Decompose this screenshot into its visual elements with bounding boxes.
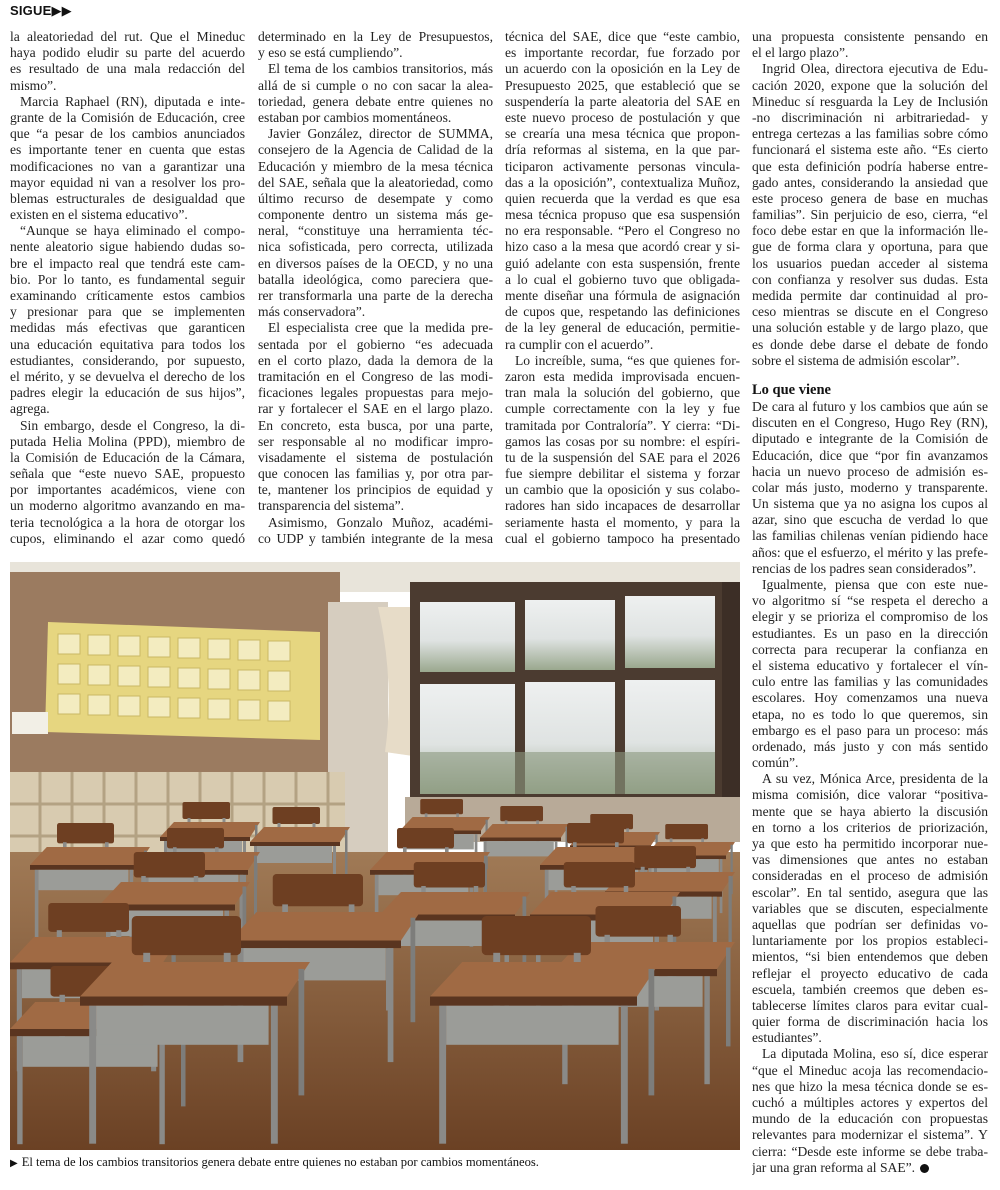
text-line: un acuerdo con la oposición en la Ley de bbox=[505, 61, 740, 77]
text-line: nica sofisticada, pero correcta, utilizada bbox=[258, 239, 493, 255]
text-line: elegir y se prioriza el compromiso de los bbox=[752, 609, 988, 625]
text-line: bre el impacto real que tendrá este cam- bbox=[10, 255, 245, 271]
text-line: Educación, dice que “por fin avanzamos bbox=[752, 447, 988, 463]
text-line: haya podido eludir su parte del acuerdo bbox=[10, 45, 245, 61]
text-line: familias”. Sin perjuicio de eso, cierra, “el bbox=[752, 207, 988, 223]
text-line: se crearía una mesa técnica que propon- bbox=[505, 126, 740, 142]
article-paragraph bbox=[752, 61, 988, 369]
text-line: misma comisión, dice valorar “positiva- bbox=[752, 787, 988, 803]
text-line: el mérito, y se devuelva el derecho de los bbox=[10, 368, 245, 384]
text-line: en el corto plazo, dada la demora de la bbox=[258, 352, 493, 368]
text-line: tramitación en el Congreso de las modi- bbox=[258, 368, 493, 384]
text-line: y eso se está cumpliendo”. bbox=[258, 45, 403, 61]
text-line: La diputada Molina, eso sí, dice esperar bbox=[762, 1046, 988, 1062]
text-line: cuchó a múltiples actores y expertos del bbox=[752, 1095, 988, 1110]
bulletin-board bbox=[12, 622, 320, 740]
text-line: último recurso de desempate y como bbox=[258, 190, 493, 206]
text-line: años: que el esfuerzo, el mérito y las prefe- bbox=[752, 544, 988, 560]
article-paragraph bbox=[10, 418, 245, 548]
caption-marker-icon: ▶ bbox=[10, 1158, 18, 1169]
text-line: Javier González, director de SUMMA, bbox=[268, 126, 493, 142]
article-column-3 bbox=[505, 29, 740, 547]
text-line: una propuesta consistente pensando en bbox=[752, 29, 988, 44]
text-line: “que el Mineduc acoja las recomendacio- bbox=[752, 1062, 988, 1078]
text-line: tramitada por Contraloría”. Y cierra: “Di- bbox=[505, 417, 740, 433]
text-line: consejero de la Agencia de Calidad de la bbox=[258, 142, 493, 158]
section-label: SIGUE bbox=[10, 3, 52, 18]
text-line: -no discriminación ni arbitrariedad- y bbox=[752, 109, 988, 125]
text-line: Igualmente, piensa que con este nue- bbox=[762, 577, 988, 592]
text-line: la aleatoriedad del rut. Que el Mineduc bbox=[10, 29, 245, 44]
end-of-article-bullet-icon bbox=[920, 1164, 929, 1173]
text-line: transparencia del sistema”. bbox=[258, 498, 405, 514]
text-line: Asimismo, Gonzalo Muñoz, académi- bbox=[268, 514, 493, 530]
text-line: común”. bbox=[752, 755, 799, 771]
text-line: estudiantes, considerando, por supuesto, bbox=[10, 352, 245, 368]
text-line: cual el gobierno tampoco ha presentado bbox=[505, 530, 740, 546]
text-line: rencias de los padres sean considerados”. bbox=[752, 560, 977, 576]
text-line: es importante tener en cuenta que estas bbox=[10, 142, 245, 158]
text-line: ya que esto ha permitido incorporar nue- bbox=[752, 836, 988, 851]
text-line: ra cumplir con el acuerdo”. bbox=[505, 336, 654, 352]
article-paragraph bbox=[258, 29, 493, 61]
text-line: funcionará el sistema este año. “Es cierto bbox=[752, 142, 988, 158]
text-line: te, mantener los principios de equidad y bbox=[258, 482, 493, 498]
text-line: modificaciones no van a garantizar una bbox=[10, 158, 245, 174]
article-column-2 bbox=[258, 29, 493, 547]
text-line: en torno a los criterios de priorización, bbox=[752, 819, 988, 835]
text-line: azar, sino que escucha de verdad lo que bbox=[752, 512, 988, 528]
text-line: una educación equitativa para todos los bbox=[10, 336, 245, 352]
text-line: blemas estructurales de desigualdad que bbox=[10, 190, 245, 206]
text-line: grante de la Comisión de Educación, cree bbox=[10, 109, 245, 125]
text-line: padres elegir la educación de sus hijos”, bbox=[10, 385, 245, 401]
text-line: visadamente el sistema de postulación bbox=[258, 449, 493, 465]
section-heading: Lo que viene bbox=[752, 381, 831, 398]
text-line: Mineduc sí resguarda la Ley de Inclusión bbox=[752, 93, 988, 109]
text-line: “Aunque se haya eliminado el compo- bbox=[20, 223, 245, 239]
text-line: vas dimensiones que antes no estaban bbox=[752, 852, 988, 868]
text-line: ficaciones legales propuestas para mejo- bbox=[258, 385, 493, 401]
text-line: entrega certezas a las familias sobre cómo bbox=[752, 126, 988, 142]
text-line: que “a pesar de los cambios anunciados bbox=[10, 126, 245, 142]
article-paragraph bbox=[505, 353, 740, 547]
text-line: determinado en la Ley de Presupuestos, bbox=[258, 29, 493, 44]
article-paragraph bbox=[10, 29, 245, 94]
text-line: discuten en el Congreso, Hugo Rey (RN), bbox=[752, 415, 988, 431]
article-paragraph bbox=[10, 94, 245, 224]
text-line: en diversos países de la OECD, y no una bbox=[258, 255, 493, 271]
article-column-1 bbox=[10, 29, 245, 547]
text-line: Lo increíble, suma, “es que quienes for- bbox=[515, 352, 740, 368]
text-line: no era responsable. “Pero el Congreso no bbox=[505, 223, 740, 239]
text-line: mundo de la educación con propuestas bbox=[752, 1111, 988, 1127]
text-line: a lo cual el gobierno tuvo que obligada- bbox=[505, 271, 740, 287]
text-line: este nuevo proceso de postulación y que bbox=[505, 109, 740, 125]
text-line: tablecerse límites claros para evitar cual- bbox=[752, 997, 988, 1013]
text-line: que esta definición podría haberse entre- bbox=[752, 158, 988, 174]
text-line: hacia un nuevo proceso de admisión es- bbox=[752, 463, 988, 479]
text-line: tran mala la solución del gobierno, que bbox=[505, 385, 740, 401]
article-paragraph bbox=[258, 126, 493, 320]
text-line: Presupuesto 2025, que estableció que se bbox=[505, 77, 740, 93]
text-line: de cupos que, respetando las definiciones bbox=[505, 304, 740, 320]
article-paragraph bbox=[752, 399, 988, 577]
text-line: ceso mientras se discute en el Congreso bbox=[752, 304, 988, 320]
text-line: mientos, “si bien entendemos que deben bbox=[752, 949, 988, 965]
text-line: quien recuerda que la verdad es que esa bbox=[505, 190, 740, 206]
text-line: tu de la suspensión del SAE para el 2026 bbox=[505, 449, 740, 465]
text-line: medida permite dar continuidad al pro- bbox=[752, 288, 988, 303]
text-line: foco debe estar en que la información lle- bbox=[752, 223, 988, 239]
text-line: estudiantes”. bbox=[752, 1030, 822, 1046]
text-line: cierra: “Desde este informe se debe traba- bbox=[752, 1143, 988, 1159]
text-line: cumple correctamente con la ley y fue bbox=[505, 401, 740, 417]
text-line: medidas más efectivas que garanticen bbox=[10, 320, 245, 336]
text-line: este proceso genera de base en muchas bbox=[752, 190, 988, 206]
text-line: del SAE, señala que la aleatoriedad, como bbox=[258, 174, 493, 190]
text-line: más conservadora”. bbox=[258, 304, 366, 320]
text-line: gado antes, considerando la ansiedad que bbox=[752, 174, 988, 190]
article-paragraph bbox=[258, 515, 493, 547]
text-line: las familias chilenas venían pidiendo hace bbox=[752, 528, 988, 544]
text-line: reflejar el proyecto educativo de cada bbox=[752, 965, 988, 981]
text-line: Marcia Raphael (RN), diputada e inte- bbox=[20, 93, 245, 109]
text-line: agrega. bbox=[10, 401, 50, 417]
text-line: A su vez, Mónica Arce, presidenta de la bbox=[762, 771, 988, 787]
text-line: zaron esta medida improvisada encuen- bbox=[505, 368, 740, 384]
text-line: relevantes para modernizar el sistema”. Y bbox=[752, 1127, 988, 1143]
text-line: correcta para recuperar la confianza en bbox=[752, 641, 988, 657]
text-line: toriedad, genera debate entre quienes no bbox=[258, 93, 493, 109]
text-line: los usuarios puedan acceder al sistema bbox=[752, 255, 988, 271]
continue-arrows-icon: ▶▶ bbox=[51, 3, 72, 18]
text-line: de la ley general de educación, permitie- bbox=[505, 320, 740, 336]
text-line: con confianza y resolver sus dudas. Esta bbox=[752, 271, 988, 287]
article-paragraph bbox=[10, 223, 245, 417]
text-line: un cambio que la oposición y sus colabo- bbox=[505, 482, 740, 498]
text-line: Ingrid Olea, directora ejecutiva de Edu- bbox=[762, 61, 988, 77]
text-line: componente dentro un sistema más ge- bbox=[258, 207, 493, 223]
text-line: allá de si cumple o no con sacar la alea- bbox=[258, 77, 493, 93]
text-line: gue de forma clara y oportuna, para que bbox=[752, 239, 988, 255]
article-paragraph bbox=[752, 771, 988, 1046]
text-line: sobre el sistema de admisión escolar”. bbox=[752, 352, 960, 368]
text-line: ticiparon activamente personas vincula- bbox=[505, 158, 740, 174]
article-column-4 bbox=[752, 29, 988, 1176]
text-line: es donde debe darse el debate de fondo bbox=[752, 336, 988, 352]
text-line: neral, “constituye una herramienta téc- bbox=[258, 223, 493, 239]
text-line: gamos las cosas por su nombre: el espíri- bbox=[505, 433, 740, 449]
text-line: el el largo plazo”. bbox=[752, 45, 849, 61]
text-line: rer transformarla una parte de la derecha bbox=[258, 288, 493, 303]
text-line: escuela, también creemos que deben es- bbox=[752, 981, 988, 997]
text-line: es importante recordar, fue forzado por bbox=[505, 45, 740, 61]
article-paragraph bbox=[752, 1046, 988, 1176]
text-line: cupos, eliminando el azar como quedó bbox=[10, 530, 245, 546]
text-line: Educación y miembro de la mesa técnica bbox=[258, 158, 493, 174]
text-line: batalla ideológica, como pareciera que- bbox=[258, 271, 493, 287]
text-line bbox=[752, 1160, 988, 1176]
text-line: El especialista cree que la medida pre- bbox=[268, 320, 493, 336]
article-paragraph bbox=[752, 29, 988, 61]
text-line: por importantes académicos, viene con bbox=[10, 482, 245, 498]
text-line: señala que “este nuevo SAE, propuesto bbox=[10, 466, 245, 482]
text-line: mente que se haya abierto la discusión bbox=[752, 803, 988, 819]
text-line: mayor equidad ni van a resolver los pro- bbox=[10, 174, 245, 190]
text-line: En concreto, esta busca, por una parte, bbox=[258, 417, 493, 433]
text-line: variables que se discuten, especialmente bbox=[752, 900, 988, 916]
text-line: una solución estable y de largo plazo, que bbox=[752, 320, 988, 336]
text-line: Un sistema que ya no asigna los cupos al bbox=[752, 496, 988, 512]
text-line: co UDP y también integrante de la mesa bbox=[258, 530, 493, 546]
text-line: técnica del SAE, dice que “este cambio, bbox=[505, 29, 740, 44]
text-line: luntariamente por los propios estableci- bbox=[752, 933, 988, 949]
text-line: Sin embargo, desde el Congreso, la di- bbox=[20, 417, 245, 433]
text-line-content: jar una gran reforma al SAE”. bbox=[752, 1159, 916, 1175]
text-line: radores han sido incapaces de desarrollar bbox=[505, 498, 740, 514]
text-line: teria tecnológica a la hora de otorgar los bbox=[10, 514, 245, 530]
text-line: suspendería la parte aleatoria del SAE en bbox=[505, 93, 740, 109]
text-line: quier forma de discriminación hacia los bbox=[752, 1014, 988, 1030]
text-line: consideradas en el proceso de admisión bbox=[752, 868, 988, 884]
text-line: dría reformas al sistema, en la que par- bbox=[505, 142, 740, 158]
text-line: que conocen las familias y, por otra par- bbox=[258, 466, 493, 482]
text-line: nente aleatorio sigue habiendo dudas so- bbox=[10, 239, 245, 255]
article-paragraph bbox=[505, 29, 740, 353]
text-line: mente diseñar una fórmula de asignación bbox=[505, 288, 740, 303]
text-line: El tema de los cambios transitorios, más bbox=[268, 61, 493, 77]
text-line: colar más justo, moderno y transparente. bbox=[752, 479, 988, 495]
text-line: ordenado, más justo y con más sentido bbox=[752, 738, 988, 754]
text-line: embargo es el paso para un proceso: más bbox=[752, 722, 988, 738]
text-line: estudiantes. Es un paso en la dirección bbox=[752, 625, 988, 641]
text-line: nes que hizo la mesa técnica donde se es- bbox=[752, 1078, 988, 1094]
text-line: mismo”. bbox=[10, 77, 57, 93]
text-line: bio. Por lo tanto, es fundamental seguir bbox=[10, 271, 245, 287]
text-line: diputado e integrante de la Comisión de bbox=[752, 431, 988, 447]
text-line: estaban por cambios momentáneos. bbox=[258, 109, 452, 125]
text-line: es resultado de una mala redacción del bbox=[10, 61, 245, 77]
text-line: escolares. Hoy comenzamos una nueva bbox=[752, 690, 988, 706]
text-line: das a la oposición”, contextualiza Muñoz, bbox=[505, 174, 740, 190]
classroom-photo bbox=[10, 562, 740, 1150]
text-line: ser responsable al no modificar impro- bbox=[258, 433, 493, 449]
text-line: un moderno algoritmo avanzando en ma- bbox=[10, 498, 245, 514]
text-line: el sistema educativo y fortalecer el vín- bbox=[752, 657, 988, 673]
text-line: aquellas que podrían ser definidas vo- bbox=[752, 916, 988, 932]
text-line: cación 2020, expone que la solución del bbox=[752, 77, 988, 93]
text-line: culo entre las familias y las comunidades bbox=[752, 674, 988, 690]
text-line: seriamente hasta el momento, y para la bbox=[505, 514, 740, 530]
text-line: hizo caso a la mesa que acordó crear y si- bbox=[505, 239, 740, 255]
text-line: sentada por el gobierno “es adecuada bbox=[258, 336, 493, 352]
text-line: putada Helia Molina (PPD), miembro de bbox=[10, 433, 245, 449]
text-line: guió adelante con esta suspensión, frente bbox=[505, 255, 740, 271]
text-line: rar y fortalecer el SAE en el largo plazo. bbox=[258, 401, 493, 417]
text-line: mesa técnica propuso que esa suspensión bbox=[505, 207, 740, 223]
text-line: escolar”. En tal sentido, asegura que las bbox=[752, 884, 988, 900]
text-line: etapa, no es todo lo que queremos, sin bbox=[752, 706, 988, 722]
text-line: la Comisión de Educación de la Cámara, bbox=[10, 449, 245, 465]
text-line: De cara al futuro y los cambios que aún se bbox=[752, 398, 988, 414]
text-line: vo algoritmo sí “se respeta el derecho a bbox=[752, 593, 988, 609]
caption-text: El tema de los cambios transitorios genera debate entre quienes no estaban por cambios momentáneos. bbox=[21, 1155, 539, 1169]
text-line: examinando críticamente estos cambios bbox=[10, 288, 245, 303]
article-paragraph bbox=[258, 320, 493, 514]
section-continues-label bbox=[10, 3, 72, 19]
text-line: y presionar para que se implementen bbox=[10, 304, 245, 320]
text-line: fue siempre debilitar el sistema y forzar bbox=[505, 466, 740, 482]
article-paragraph bbox=[752, 577, 988, 771]
text-line: existen en el sistema educativo”. bbox=[10, 207, 188, 223]
article-paragraph bbox=[258, 61, 493, 126]
photo-caption bbox=[10, 1154, 539, 1172]
